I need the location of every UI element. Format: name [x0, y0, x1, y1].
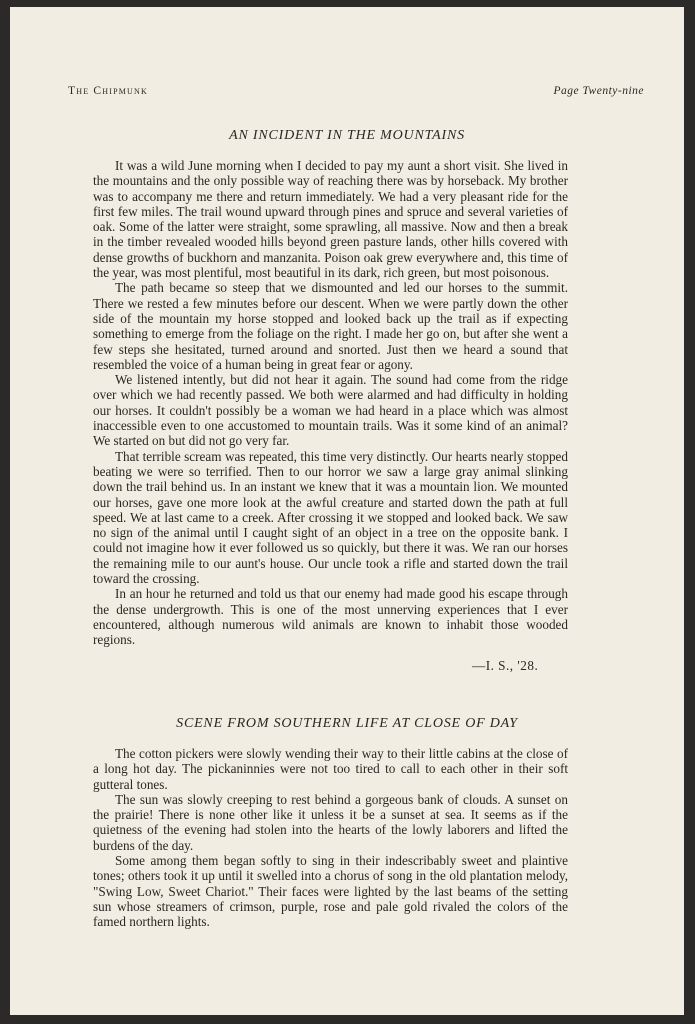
paragraph: The cotton pickers were slowly wending their way to their little cabins at the close of a long hot day. The pickaninnies were not too tired to call to each other in their soft gutteral tones.	[93, 746, 568, 792]
paragraph: That terrible scream was repeated, this time very distinctly. Our hearts nearly stopped beating we were so terrified. Then to our horror we saw a large gray animal slinking down the trail behind us. In an instant we knew that it was a mountain lion. We mounted our horses, gave one more look at the awful creature and started down the path at full speed. We at last came to a creek. After crossing it we stopped and looked back. We saw no sign of the animal until I caught sight of an object in a tree on the opposite bank. I could not imagine how it ever followed us so quickly, but there it was. We ran our horses the remaining mile to our aunt's house. Our uncle took a rifle and started down the trail toward the crossing.	[93, 448, 568, 587]
paragraph: The sun was slowly creeping to rest behind a gorgeous bank of clouds. A sunset on the prairie! There is none other like it unless it be a sunset at sea. It seems as if the quietness of the evening had stolen into the hearts of the lowly laborers and lifted the burdens of the day.	[93, 791, 568, 853]
paragraph: In an hour he returned and told us that our enemy had made good his escape through the dense undergrowth. This is one of the most unnerving experiences that I ever encountered, although numerous wild animals are known to inhabit those wooded regions.	[93, 586, 568, 648]
author-signature: —I. S., '28.	[472, 658, 539, 673]
running-header	[68, 85, 644, 97]
paragraph: We listened intently, but did not hear it again. The sound had come from the ridge over which we had recently passed. We both were alarmed and had difficulty in holding our horses. It couldn't possibly be a woman we had heard in a place which was almost inaccessible even to one accustomed to mountain trails. Was it some kind of an animal? We started on but did not go very far.	[93, 372, 568, 449]
paragraph: It was a wild June morning when I decided to pay my aunt a short visit. She lived in the mountains and the only possible way of reaching there was by horseback. My brother was to accompany me there and return immediately. We had a very pleasant ride for the first few miles. The trail wound upward through pines and spruce and several varieties of oak. Some of the latter were straight, some sprawling, all massive. Now and then a break in the timber revealed wooded hills beyond green pasture lands, other hills covered with dense growths of buckhorn and manzanita. Poison oak grew everywhere and, this time of the year, was most plentiful, most beautiful in its dark, rich green, but most poisonous.	[93, 158, 568, 281]
article-body	[93, 158, 568, 648]
article-title: AN INCIDENT IN THE MOUNTAINS	[229, 128, 465, 143]
article-body	[93, 746, 568, 930]
publication-name: The Chipmunk	[68, 85, 148, 97]
page-number: Page Twenty-nine	[553, 85, 644, 97]
article-title: SCENE FROM SOUTHERN LIFE AT CLOSE OF DAY	[176, 716, 518, 731]
paragraph: The path became so steep that we dismounted and led our horses to the summit. There we rested a few minutes before our descent. When we were partly down the other side of the mountain my horse stopped and looked back up the trail as if expecting something to emerge from the foliage on the right. I made her go on, but after she went a few steps she hesitated, turned around and snorted. Just then we heard a sound that resembled the voice of a human being in great fear or agony.	[93, 280, 568, 372]
page	[10, 7, 684, 1015]
paragraph: Some among them began softly to sing in their indescribably sweet and plaintive tones; others took it up until it swelled into a chorus of song in the old plantation melody, "Swing Low, Sweet Chariot." Their faces were lighted by the last beams of the setting sun whose streamers of crimson, purple, rose and pale gold rivaled the colors of the famed northern lights.	[93, 853, 568, 930]
